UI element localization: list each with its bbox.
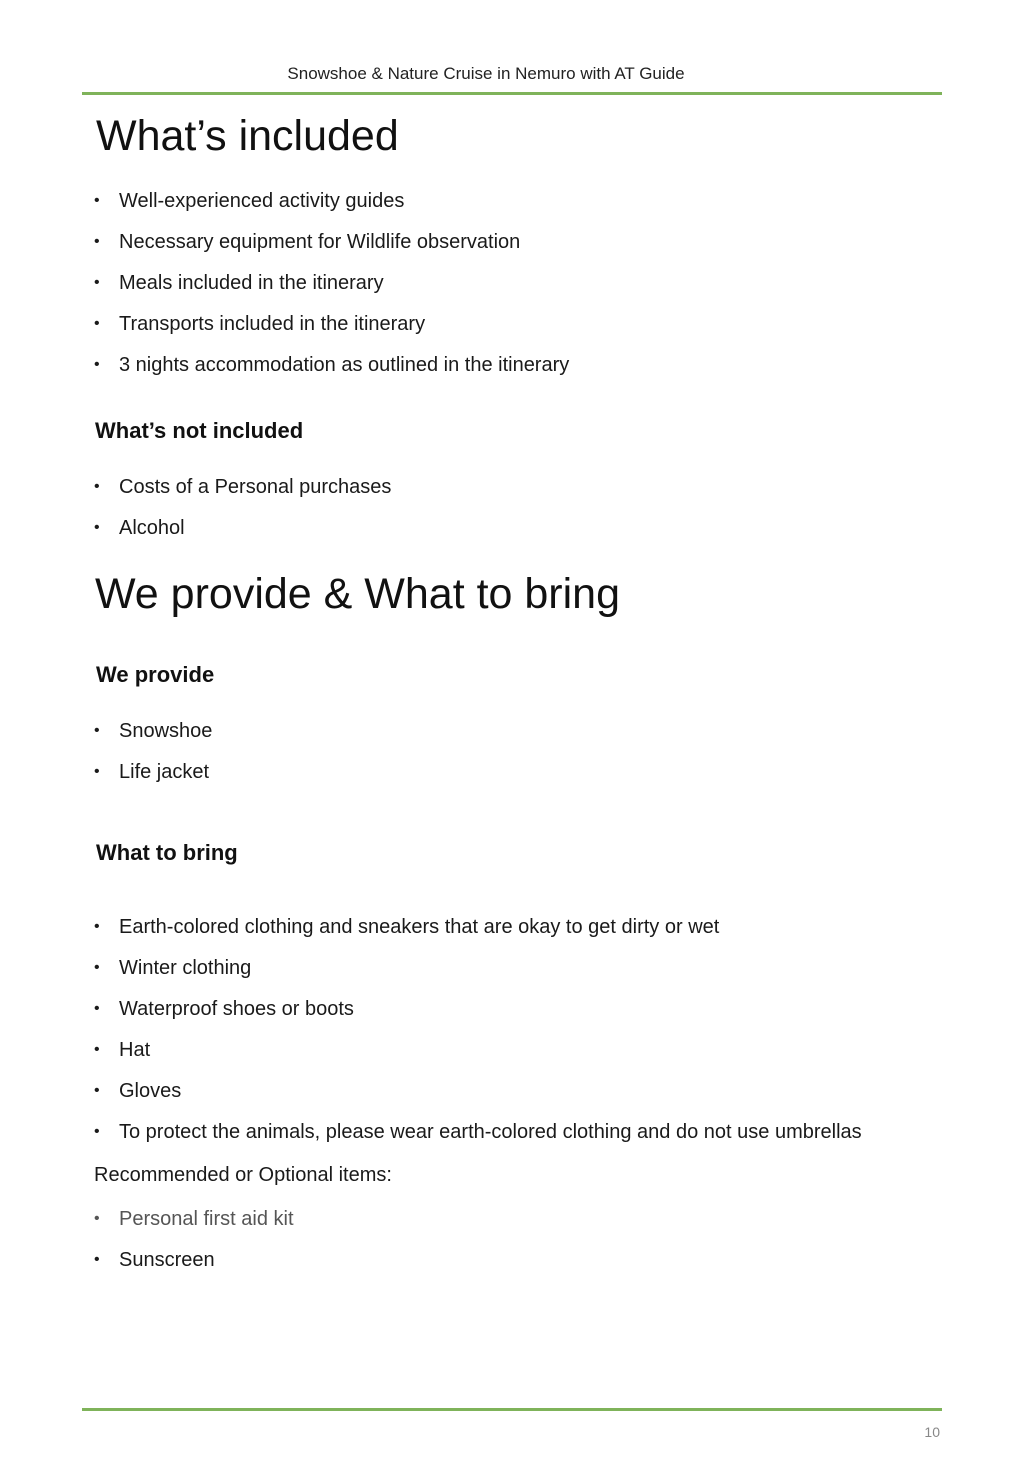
document-header-title: Snowshoe & Nature Cruise in Nemuro with AT Guide (287, 64, 685, 83)
bullet-icon: • (94, 478, 100, 495)
bullet-icon: • (94, 763, 100, 780)
we-provide-heading: We provide (96, 662, 215, 687)
bullet-icon: • (94, 1000, 100, 1017)
bullet-icon: • (94, 192, 100, 209)
list-item: • Hat (94, 1039, 151, 1061)
included-list (94, 188, 569, 393)
list-item: • Waterproof shoes or boots (94, 998, 354, 1020)
list-item: • To protect the animals, please wear earth-colored clothing and do not use umbrellas (94, 1121, 862, 1143)
list-item: • 3 nights accommodation as outlined in the itinerary (94, 354, 570, 376)
list-item: • Well-experienced activity guides (94, 190, 405, 212)
list-item: • Winter clothing (94, 957, 252, 979)
bullet-icon: • (94, 356, 100, 373)
provide-bring-heading: We provide & What to bring (95, 570, 621, 618)
footer-divider (82, 1408, 942, 1411)
bullet-icon: • (94, 315, 100, 332)
bullet-icon: • (94, 1210, 100, 1227)
bullet-icon: • (94, 1041, 100, 1058)
list-item: • Alcohol (94, 517, 185, 539)
list-item: • Meals included in the itinerary (94, 272, 384, 294)
bullet-icon: • (94, 274, 100, 291)
optional-items-list (94, 1206, 294, 1288)
header-divider (82, 92, 942, 95)
page-number: 10 (924, 1424, 940, 1440)
what-to-bring-heading: What to bring (96, 840, 238, 865)
bullet-icon: • (94, 959, 100, 976)
optional-items-label: Recommended or Optional items: (94, 1164, 392, 1186)
bullet-icon: • (94, 722, 100, 739)
what-to-bring-list (94, 914, 862, 1160)
list-item: • Gloves (94, 1080, 182, 1102)
bullet-icon: • (94, 233, 100, 250)
bullet-icon: • (94, 519, 100, 536)
list-item: • Life jacket (94, 761, 210, 783)
list-item: • Necessary equipment for Wildlife observation (94, 231, 521, 253)
bullet-icon: • (94, 1123, 100, 1140)
list-item: • Snowshoe (94, 720, 213, 742)
list-item: • Earth-colored clothing and sneakers that are okay to get dirty or wet (94, 916, 720, 938)
we-provide-list (94, 718, 212, 800)
not-included-list (94, 474, 391, 556)
list-item: • Sunscreen (94, 1249, 215, 1271)
list-item: • Personal first aid kit (94, 1208, 294, 1230)
bullet-icon: • (94, 918, 100, 935)
bullet-icon: • (94, 1082, 100, 1099)
list-item: • Costs of a Personal purchases (94, 476, 392, 498)
not-included-heading: What’s not included (95, 418, 304, 443)
included-heading: What’s included (96, 112, 399, 160)
bullet-icon: • (94, 1251, 100, 1268)
list-item: • Transports included in the itinerary (94, 313, 426, 335)
